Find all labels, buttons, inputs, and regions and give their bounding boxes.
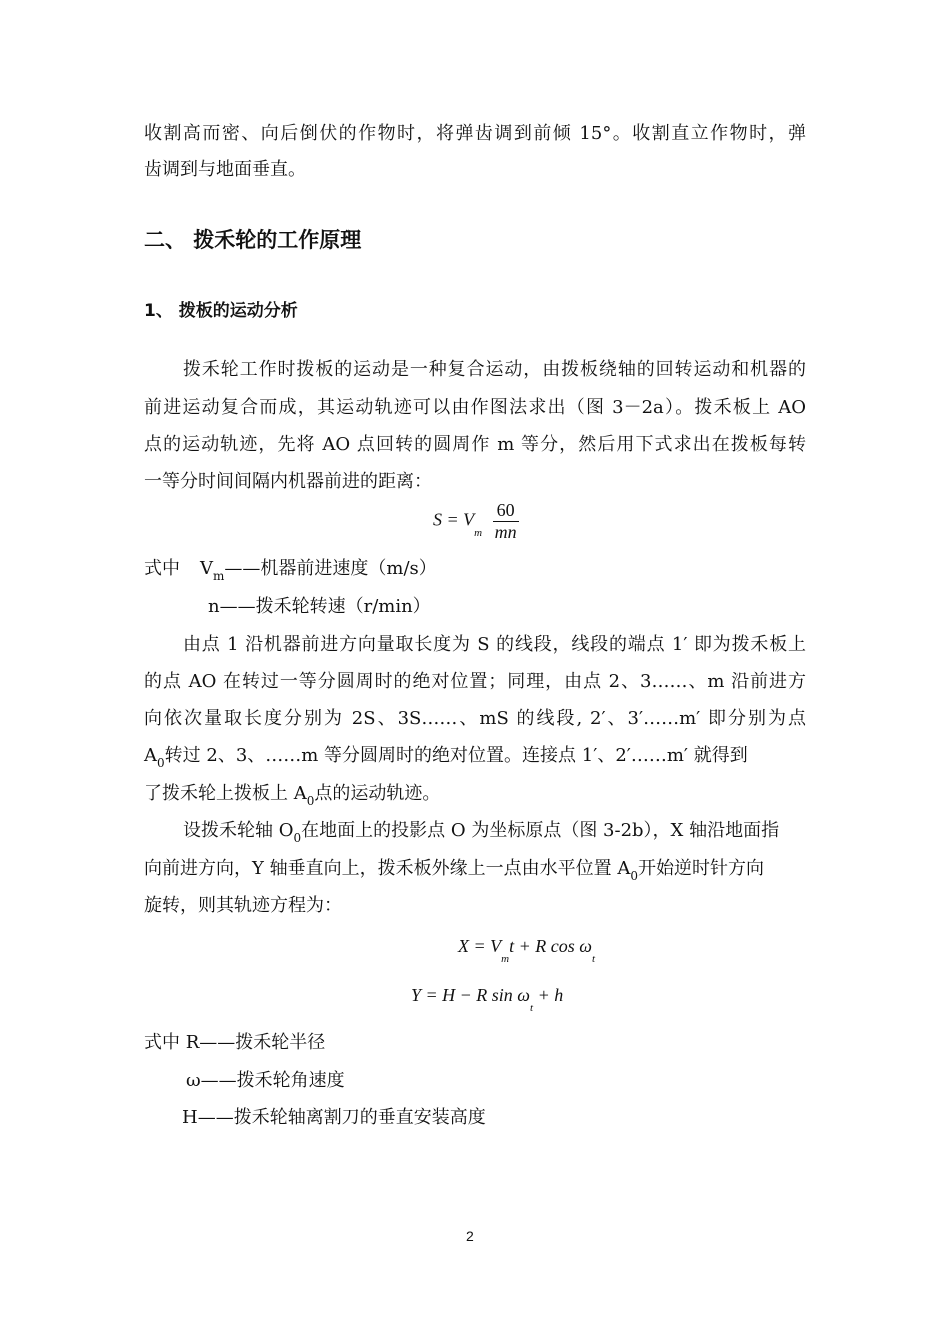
where2-w-line: ω——拨禾轮角速度 <box>186 1070 345 1091</box>
eq-x-part-b: t + R cos ω <box>509 936 592 956</box>
section2-heading: 二、 拨禾轮的工作原理 <box>144 228 362 252</box>
para1-line2: 齿调到与地面垂直。 <box>144 159 306 180</box>
para3-line5-a: 了拨禾轮上拨板上 A <box>144 783 307 804</box>
para4-line2-sub: 0 <box>630 869 638 883</box>
para3-line1: 由点 1 沿机器前进方向量取长度为 S 的线段，线段的端点 1′ 即为拨禾板上 <box>183 634 806 655</box>
para4-line1-sub: 0 <box>293 831 302 845</box>
para3-line5-sub: 0 <box>306 794 315 808</box>
equation-y <box>411 985 564 1014</box>
subsection1-heading: 1、 拨板的运动分析 <box>144 301 298 321</box>
equation-s <box>433 500 519 543</box>
para4-line3: 旋转，则其轨迹方程为： <box>144 895 342 916</box>
eq-s-fraction <box>493 500 519 543</box>
where1-v-symbol: V <box>200 558 213 579</box>
para4-line1 <box>183 818 845 845</box>
para2-line4: 一等分时间间隔内机器前进的距离： <box>144 471 432 492</box>
equation-x <box>458 936 596 965</box>
eq-s-numerator: 60 <box>493 500 519 522</box>
para1-line1: 收割高而密、向后倒伏的作物时，将弹齿调到前倾 15°。收割直立作物时，弹 <box>144 123 806 144</box>
where1-v-def: ——机器前进速度（m/s） <box>224 558 437 579</box>
where1-prefix: 式中 <box>144 558 180 579</box>
para2-line2: 前进运动复合而成，其运动轨迹可以由作图法求出（图 3－2a）。拨禾板上 AO <box>144 397 806 418</box>
eq-x-sub-t: t <box>591 953 596 965</box>
where2-r-line: 式中 R——拨禾轮半径 <box>144 1032 326 1053</box>
para3-line4-b: 转过 2、3、……m 等分圆周时的绝对位置。连接点 1′、2′……m′ 就得到 <box>164 745 748 766</box>
para3-line5-b: 点的运动轨迹。 <box>314 783 441 804</box>
eq-y-part-b: + h <box>533 985 564 1005</box>
para2-line1: 拨禾轮工作时拨板的运动是一种复合运动，由拨板绕轴的回转运动和机器的 <box>183 359 806 380</box>
para4-line2 <box>144 856 806 883</box>
para4-line2-b: 开始逆时针方向 <box>637 858 764 879</box>
eq-y-part-a: Y = H − R sin ω <box>411 985 531 1005</box>
para3-line5 <box>144 781 806 808</box>
eq-s-lhs: S = V <box>433 509 475 530</box>
eq-y-sub-t: t <box>530 1002 534 1014</box>
where1-n-line: n——拨禾轮转速（r/min） <box>208 596 431 617</box>
para3-line3: 向依次量取长度分别为 2S、3S……、mS 的线段, 2′、3′……m′ 即分别为点 <box>144 708 806 729</box>
eq-s-denominator: mn <box>494 522 517 542</box>
para2-line3: 点的运动轨迹，先将 AO 点回转的圆周作 m 等分，然后用下式求出在拨板每转 <box>144 434 806 455</box>
para3-line4-a: A <box>144 745 157 766</box>
para4-line1-a: 设拨禾轮轴 O <box>183 820 294 841</box>
para3-line2: 的点 AO 在转过一等分圆周时的绝对位置；同理，由点 2、3……、m 沿前进方 <box>144 671 806 692</box>
para4-line1-b: 在地面上的投影点 O 为坐标原点（图 3-2b），X 轴沿地面指 <box>301 820 780 841</box>
eq-s-sub: m <box>474 526 483 539</box>
where1-v-sub: m <box>213 569 225 583</box>
where2-h-line: H——拨禾轮轴离割刀的垂直安装高度 <box>182 1107 486 1128</box>
para3-line4 <box>144 743 806 770</box>
where1-v-line <box>144 556 806 583</box>
eq-x-part-a: X = V <box>458 936 502 956</box>
para4-line2-a: 向前进方向，Y 轴垂直向上，拨禾板外缘上一点由水平位置 A <box>144 858 631 879</box>
eq-x-sub-m: m <box>501 953 510 965</box>
page-number: 2 <box>466 1228 474 1244</box>
para3-line4-sub: 0 <box>157 756 165 770</box>
